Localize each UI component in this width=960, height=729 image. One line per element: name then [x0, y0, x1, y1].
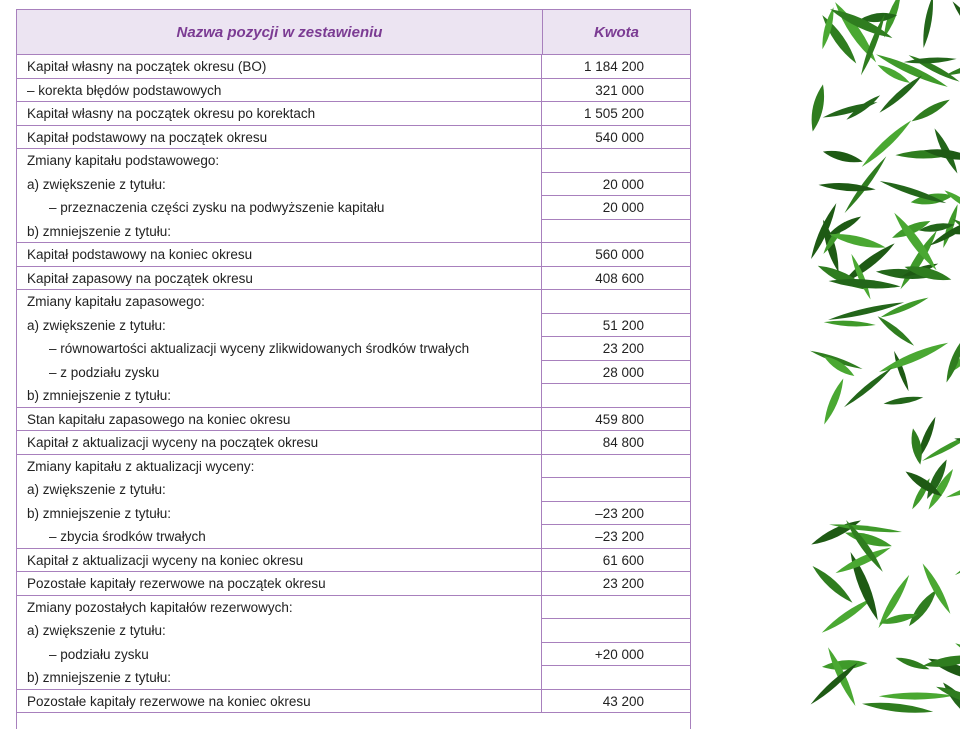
table-row — [17, 243, 690, 267]
row-name: Stan kapitału zapasowego na koniec okresu — [17, 408, 542, 432]
row-name: Zmiany kapitału z aktualizacji wyceny: — [17, 455, 542, 479]
header-name: Nazwa pozycji w zestawieniu — [176, 23, 383, 41]
table-row — [17, 173, 690, 197]
bamboo-leaf — [897, 228, 940, 291]
header-amount: Kwota — [594, 23, 639, 41]
table-row — [17, 55, 690, 79]
row-name: Zmiany kapitału zapasowego: — [17, 290, 542, 314]
table-row — [17, 149, 690, 173]
row-name: a) zwiększenie z tytułu: — [17, 173, 542, 197]
table-row — [17, 690, 690, 714]
row-amount — [542, 596, 690, 620]
table-row — [17, 455, 690, 479]
row-amount — [542, 666, 690, 690]
table-row — [17, 267, 690, 291]
row-amount — [542, 478, 690, 502]
row-amount: 1 184 200 — [542, 55, 690, 79]
row-amount: 84 800 — [542, 431, 690, 455]
row-amount: 61 600 — [542, 549, 690, 573]
row-amount: 560 000 — [542, 243, 690, 267]
bamboo-leaf — [821, 377, 847, 426]
row-amount: 408 600 — [542, 267, 690, 291]
bamboo-leaf — [910, 96, 952, 124]
table-row — [17, 431, 690, 455]
table-row — [17, 290, 690, 314]
row-amount: 1 505 200 — [542, 102, 690, 126]
table-row — [17, 643, 690, 667]
table-row — [17, 619, 690, 643]
row-name: Kapitał podstawowy na początek okresu — [17, 126, 542, 150]
row-amount: –23 200 — [542, 525, 690, 549]
row-amount — [542, 149, 690, 173]
row-amount — [542, 455, 690, 479]
row-name: Kapitał własny na początek okresu (BO) — [17, 55, 542, 79]
row-name: – korekta błędów podstawowych — [17, 79, 542, 103]
row-amount: 20 000 — [542, 196, 690, 220]
bamboo-leaf — [905, 587, 940, 629]
row-amount — [542, 290, 690, 314]
row-amount: 28 000 — [542, 361, 690, 385]
bamboo-leaf — [950, 0, 960, 42]
row-amount: 321 000 — [542, 79, 690, 103]
row-name: Kapitał podstawowy na koniec okresu — [17, 243, 542, 267]
row-name: Kapitał własny na początek okresu po korektach — [17, 102, 542, 126]
bamboo-leaf — [920, 0, 936, 49]
row-name: b) zmniejszenie z tytułu: — [17, 220, 542, 244]
row-name: b) zmniejszenie z tytułu: — [17, 666, 542, 690]
row-amount: –23 200 — [542, 502, 690, 526]
table-row — [17, 572, 690, 596]
bamboo-leaf — [894, 655, 930, 673]
table-row — [17, 337, 690, 361]
bamboo-leaf — [879, 692, 954, 700]
bamboo-leaf — [822, 147, 864, 165]
row-amount: 43 200 — [542, 690, 690, 714]
bamboo-leaf — [859, 118, 914, 170]
row-name: – podziału zysku — [17, 643, 542, 667]
row-amount — [542, 619, 690, 643]
bamboo-leaf — [953, 532, 960, 578]
table-row — [17, 126, 690, 150]
row-amount: +20 000 — [542, 643, 690, 667]
table-row — [17, 196, 690, 220]
table-row — [17, 502, 690, 526]
table-row — [17, 408, 690, 432]
row-amount: 459 800 — [542, 408, 690, 432]
capital-changes-table — [16, 9, 691, 729]
table-body — [17, 55, 690, 713]
table-row — [17, 361, 690, 385]
row-name: – z podziału zysku — [17, 361, 542, 385]
bamboo-leaf — [822, 658, 868, 671]
table-row — [17, 549, 690, 573]
bamboo-leaf — [862, 700, 934, 716]
row-name: a) zwiększenie z tytułu: — [17, 478, 542, 502]
row-name: Kapitał z aktualizacji wyceny na koniec okresu — [17, 549, 542, 573]
row-amount — [542, 220, 690, 244]
table-row — [17, 314, 690, 338]
bamboo-leaves-decoration — [790, 0, 960, 720]
row-name: – zbycia środków trwałych — [17, 525, 542, 549]
row-amount: 20 000 — [542, 173, 690, 197]
table-row — [17, 102, 690, 126]
row-name: – równowartości aktualizacji wyceny zlikwidowanych środków trwałych — [17, 337, 542, 361]
row-name: a) zwiększenie z tytułu: — [17, 314, 542, 338]
table-row — [17, 478, 690, 502]
row-name: Kapitał zapasowy na początek okresu — [17, 267, 542, 291]
row-name: – przeznaczenia części zysku na podwyższenie kapitału — [17, 196, 542, 220]
bamboo-leaf — [876, 314, 916, 348]
row-name: b) zmniejszenie z tytułu: — [17, 384, 542, 408]
row-amount: 23 200 — [542, 572, 690, 596]
table-row — [17, 220, 690, 244]
bamboo-leaf — [943, 188, 960, 213]
row-amount: 23 200 — [542, 337, 690, 361]
table-row — [17, 666, 690, 690]
row-name: a) zwiększenie z tytułu: — [17, 619, 542, 643]
row-name: Pozostałe kapitały rezerwowe na początek okresu — [17, 572, 542, 596]
bamboo-leaf — [824, 319, 876, 327]
table-row — [17, 79, 690, 103]
bamboo-leaf — [883, 394, 924, 406]
table-row — [17, 525, 690, 549]
table-row — [17, 596, 690, 620]
row-name: Pozostałe kapitały rezerwowe na koniec okresu — [17, 690, 542, 714]
row-name: Zmiany kapitału podstawowego: — [17, 149, 542, 173]
table-header — [17, 10, 690, 55]
table-row — [17, 384, 690, 408]
row-amount: 51 200 — [542, 314, 690, 338]
bamboo-leaf — [808, 83, 828, 132]
bamboo-leaf — [939, 679, 960, 720]
bamboo-leaf — [943, 338, 960, 384]
row-amount: 540 000 — [542, 126, 690, 150]
row-amount — [542, 384, 690, 408]
row-name: Kapitał z aktualizacji wyceny na początek okresu — [17, 431, 542, 455]
row-name: Zmiany pozostałych kapitałów rezerwowych: — [17, 596, 542, 620]
row-name: b) zmniejszenie z tytułu: — [17, 502, 542, 526]
